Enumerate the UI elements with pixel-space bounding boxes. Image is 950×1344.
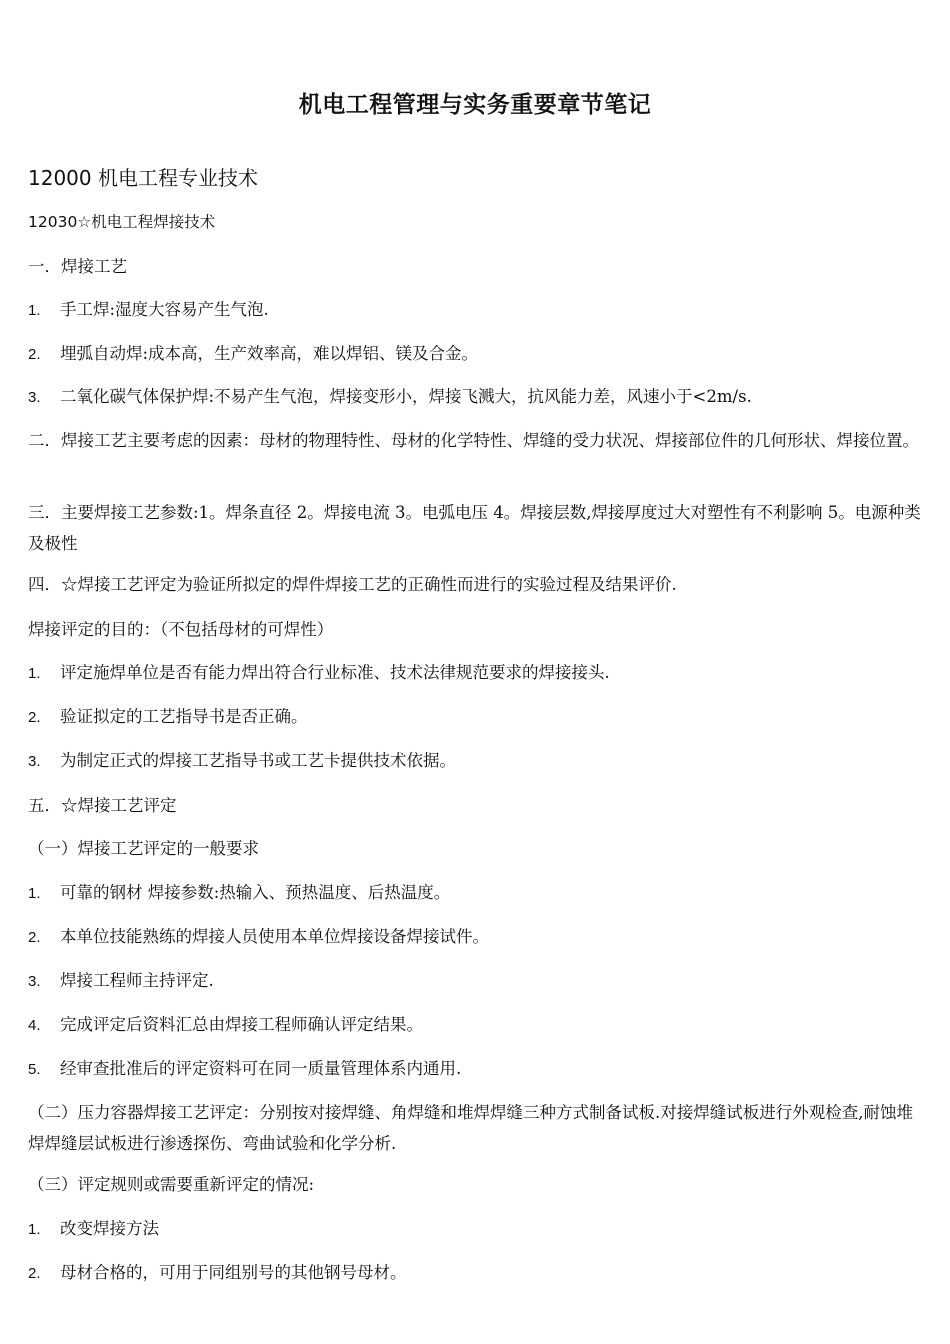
list-item: 2. 验证拟定的工艺指导书是否正确。 [28, 707, 308, 726]
list-item: 1. 改变焊接方法 [28, 1219, 159, 1238]
page-title: 机电工程管理与实务重要章节笔记 [298, 92, 652, 118]
subsection-2-paragraph: （二）压力容器焊接工艺评定：分别按对接焊缝、角焊缝和堆焊焊缝三种方式制备试板.对接焊缝试板进行外观检查,耐蚀堆焊焊缝层试板进行渗透探伤、弯曲试验和化学分析. [28, 1103, 913, 1153]
list-item: 3. 二氧化碳气体保护焊:不易产生气泡，焊接变形小，焊接飞溅大，抗风能力差，风速小于<2m/s. [28, 387, 752, 406]
list-item: 2. 本单位技能熟练的焊接人员使用本单位焊接设备焊接试件。 [28, 927, 489, 946]
subsection-1-title: （一）焊接工艺评定的一般要求 [28, 839, 259, 858]
subheading [28, 206, 928, 238]
list-item: 1. 可靠的钢材 焊接参数:热输入、预热温度、后热温度。 [28, 883, 451, 902]
section-3-paragraph: 三．主要焊接工艺参数:1。焊条直径 2。焊接电流 3。电弧电压 4。焊接层数,焊接厚度过大对塑性有不利影响 5。电源种类及极性 [28, 503, 921, 553]
list-item: 1. 评定施焊单位是否有能力焊出符合行业标准、技术法律规范要求的焊接接头. [28, 663, 610, 682]
purpose-paragraph: 焊接评定的目的：（不包括母材的可焊性） [28, 620, 334, 639]
section-1-title: 一．焊接工艺 [28, 257, 127, 276]
list-item: 1. 手工焊:湿度大容易产生气泡. [28, 300, 269, 319]
list-item: 3. 焊接工程师主持评定. [28, 971, 214, 990]
subheading-text: 12030☆机电工程焊接技术 [28, 213, 216, 231]
list-item: 2. 母材合格的，可用于同组别号的其他钢号母材。 [28, 1263, 407, 1282]
list-item: 5. 经审查批准后的评定资料可在同一质量管理体系内通用. [28, 1059, 462, 1078]
section-5-title: 五．☆焊接工艺评定 [28, 796, 177, 815]
section-2-paragraph: 二．焊接工艺主要考虑的因素：母材的物理特性、母材的化学特性、焊缝的受力状况、焊接部位件的几何形状、焊接位置。 [28, 431, 919, 450]
list-item: 2. 埋弧自动焊:成本高，生产效率高，难以焊铝、镁及合金。 [28, 344, 479, 363]
list-item: 3. 为制定正式的焊接工艺指导书或工艺卡提供技术依据。 [28, 751, 456, 770]
subsection-3-title: （三）评定规则或需要重新评定的情况: [28, 1175, 315, 1194]
section-4-paragraph: 四．☆焊接工艺评定为验证所拟定的焊件焊接工艺的正确性而进行的实验过程及结果评价. [28, 575, 677, 594]
section-heading: 12000 机电工程专业技术 [28, 166, 258, 190]
list-item: 4. 完成评定后资料汇总由焊接工程师确认评定结果。 [28, 1015, 423, 1034]
